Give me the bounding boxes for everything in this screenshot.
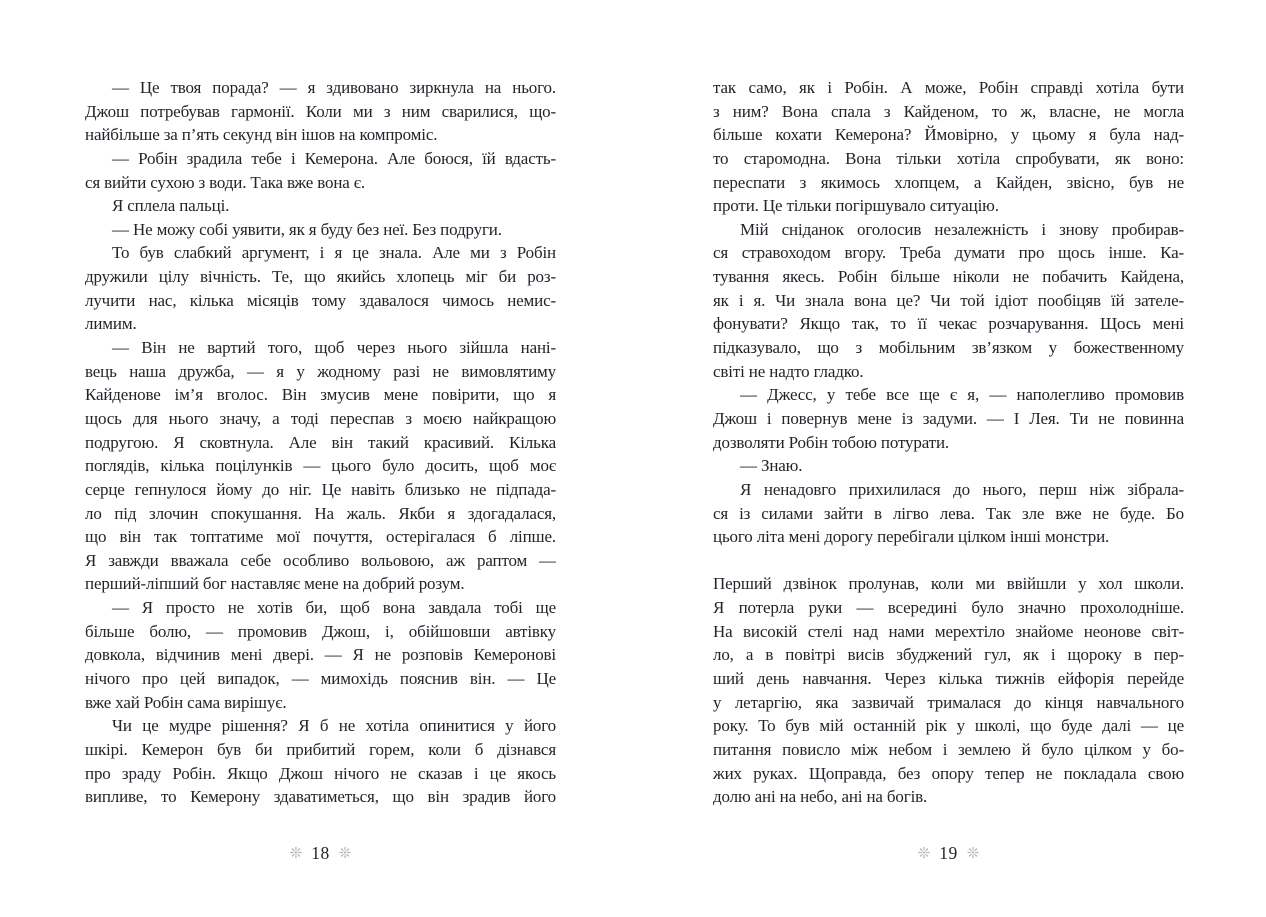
text-line: поглядів, кілька поцілунків — цього було досить, щоб моє [85, 456, 556, 476]
page-footer [713, 843, 1184, 864]
paragraph [85, 596, 556, 714]
text-line: підказувало, що з мобільним зв’язком у божественному [713, 338, 1184, 358]
text-line: перший-ліпший бог наставляє мене на добрий розум. [85, 574, 465, 594]
text-line: вець наша дружба, — я у жодному разі не вимовлятиму [85, 361, 556, 381]
text-line: то старомодна. Вона тільки хотіла спробувати, як воно: [713, 148, 1184, 168]
paragraph [85, 336, 556, 596]
text-line: більше кохати Кемерона? Ймовірно, у цьому я була над- [713, 125, 1184, 145]
text-line: шкірі. Кемерон був би прибитий горем, коли б дізнався [85, 739, 556, 759]
text-line: Джош і повернув мене із задуми. — І Лея. Ти не повинна [713, 408, 1184, 428]
text-line: фонувати? Якщо так, то її чекає розчарування. Щось мені [713, 314, 1184, 334]
text-line: Перший дзвінок пролунав, коли ми ввійшли у хол школи. [713, 574, 1184, 594]
text-line: — Джесс, у тебе все ще є я, — наполегливо промовив [740, 385, 1184, 405]
text-line: На високій стелі над нами мерехтіло знайоме неонове світ- [713, 621, 1184, 641]
text-line: — Робін зрадила тебе і Кемерона. Але боюся, їй вдасть- [112, 148, 556, 168]
text-line: лучити нас, кілька місяців тому здавалося чимось немис- [85, 290, 556, 310]
text-line: — Він не вартий того, щоб через нього зійшла нані- [112, 338, 556, 358]
text-line: тування якесь. Робін більше ніколи не побачить Кайдена, [713, 267, 1184, 287]
text-line: як і я. Чи знала вона це? Чи той ідіот пообіцяв їй зателе- [713, 290, 1184, 310]
paragraph [85, 241, 556, 336]
page-right [713, 0, 1184, 917]
text-line: То був слабкий аргумент, і я це знала. Але ми з Робін [112, 243, 556, 263]
paragraph [713, 76, 1184, 218]
text-line: року. То був мій останній рік у школі, що буде далі — це [713, 716, 1184, 736]
text-line: переспати з якимось хлопцем, а Кайден, звісно, був не [713, 172, 1184, 192]
text-block [713, 0, 1184, 809]
text-line: — Я просто не хотів би, щоб вона завдала тобі ще [112, 598, 556, 618]
text-line: Я сплела пальці. [112, 196, 230, 216]
text-line: — Не можу собі уявити, як я буду без неї. Без подруги. [112, 219, 502, 239]
footer-ornament-right-icon: ❊ [338, 846, 352, 862]
text-line: з ним? Вона спала з Кайденом, то ж, власне, не могла [713, 101, 1184, 121]
paragraph [713, 454, 1184, 478]
text-line: випливе, то Кемерону здаватиметься, що він зрадив його [85, 787, 556, 807]
text-line: ло, а в повітрі висів збуджений гул, як і щороку в пер- [713, 645, 1184, 665]
text-line: ший день навчання. Через кілька тижнів ейфорія перейде [713, 669, 1184, 689]
text-line: дружили цілу вічність. Те, що якийсь хлопець міг би роз- [85, 267, 556, 287]
text-line: світі не надто гладко. [713, 361, 864, 381]
text-line: — Це твоя порада? — я здивовано зиркнула на нього. [112, 78, 556, 97]
paragraph [713, 383, 1184, 454]
paragraph [85, 714, 556, 809]
paragraph [85, 76, 556, 147]
footer-ornament-left-icon: ❊ [289, 846, 303, 862]
text-line: дозволяти Робін тобою потурати. [713, 432, 949, 452]
text-line: про зраду Робін. Якщо Джош нічого не сказав і це якось [85, 763, 556, 783]
text-line: проти. Це тільки погіршувало ситуацію. [713, 196, 999, 216]
text-line: Я ненадовго прихилилася до нього, перш ніж зібрала- [740, 479, 1184, 499]
text-line: Я завжди вважала себе особливо вольовою, аж раптом — [85, 550, 556, 570]
paragraph [85, 147, 556, 194]
page-footer [85, 843, 556, 864]
text-block [85, 0, 556, 809]
text-line: нічого про цей випадок, — мимохідь пояснив він. — Це [85, 669, 556, 689]
text-line: серце гепнулося йому до ніг. Це навіть близько не підпада- [85, 479, 556, 499]
paragraph [85, 218, 556, 242]
text-line: ся стравоходом вгору. Треба думати про щось інше. Ка- [713, 243, 1184, 263]
page-number: 19 [939, 843, 958, 863]
text-line: у летаргію, яка зазвичай трималася до кінця навчального [713, 692, 1184, 712]
text-line: лимим. [85, 314, 137, 334]
text-line: жих руках. Щоправда, без опору тепер не покладала свою [713, 763, 1184, 783]
paragraph [713, 218, 1184, 383]
footer-ornament-right-icon: ❊ [966, 846, 980, 862]
text-line: що він так топтатиме мої почуття, остерігалася б ліпше. [85, 527, 556, 547]
text-line: більше болю, — промовив Джош, і, обійшовши автівку [85, 621, 556, 641]
paragraph [85, 194, 556, 218]
text-line: — Знаю. [740, 456, 803, 476]
paragraph [713, 478, 1184, 549]
text-line: Кайденове ім’я вголос. Він змусив мене повірити, що я [85, 385, 556, 405]
footer-ornament-left-icon: ❊ [917, 846, 931, 862]
text-line: вже хай Робін сама вирішує. [85, 692, 287, 712]
text-line: долю ані на небо, ані на богів. [713, 787, 928, 807]
text-line: Чи це мудре рішення? Я б не хотіла опинитися у його [112, 716, 556, 736]
page-left [85, 0, 556, 917]
text-line: Джош потребував гармонії. Коли ми з ним сварилися, що- [85, 101, 556, 121]
section-break [713, 549, 1184, 573]
text-line: Мій сніданок оголосив незалежність і знову пробирав- [740, 219, 1184, 239]
text-line: Я потерла руки — всередині було значно прохолодніше. [713, 598, 1184, 618]
text-line: ся із силами зайти в лігво лева. Так зле вже не буде. Бо [713, 503, 1184, 523]
text-line: подругою. Я сковтнула. Але він такий красивий. Кілька [85, 432, 556, 452]
text-line: цього літа мені дорогу перебігали цілком інші монстри. [713, 527, 1110, 547]
text-line: щось для нього значу, а тоді переспав з моєю найкращою [85, 408, 556, 428]
page-number: 18 [311, 843, 330, 863]
text-line: так само, як і Робін. А може, Робін справді хотіла бути [713, 78, 1184, 97]
text-line: ло під злочин спокушання. На жаль. Якби я здогадалася, [85, 503, 556, 523]
text-line: довкола, відчинив мені двері. — Я не розповів Кемеронові [85, 645, 556, 665]
text-line: ся вийти сухою з води. Така вже вона є. [85, 172, 366, 192]
text-line: найбільше за п’ять секунд він ішов на компроміс. [85, 125, 438, 145]
text-line: питання повисло між небом і землею й було цілком у бо- [713, 739, 1184, 759]
paragraph [713, 572, 1184, 808]
